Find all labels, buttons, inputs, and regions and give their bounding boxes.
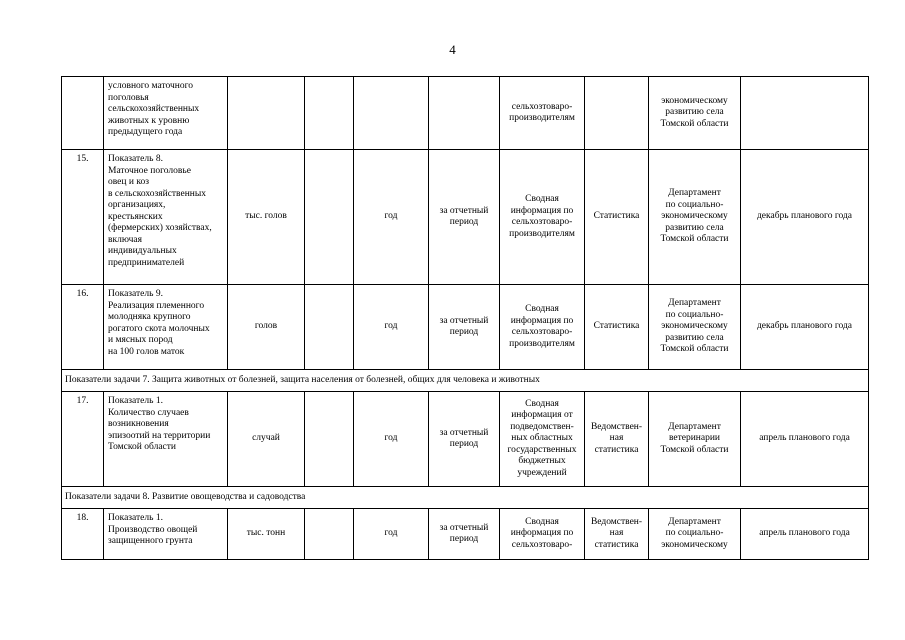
unit-cell: тыс. голов: [228, 150, 305, 285]
method-cell: Статистика: [585, 285, 649, 370]
table-row: [62, 509, 869, 560]
deadline-cell: декабрь планового года: [741, 285, 869, 370]
unit-cell: случай: [228, 392, 305, 487]
periodicity-cell: [354, 77, 429, 150]
indicator-name-cell: Показатель 1. Производство овощей защищенного грунта: [104, 509, 228, 560]
section-row: [62, 370, 869, 392]
periodicity-cell: год: [354, 509, 429, 560]
timing-cell: за отчетный период: [429, 392, 500, 487]
unit-cell: тыс. тонн: [228, 509, 305, 560]
table-row: [62, 285, 869, 370]
timing-cell: [429, 77, 500, 150]
blank-cell: [305, 150, 354, 285]
responsible-cell: Департамент по социально- экономическому развитию села Томской области: [649, 150, 741, 285]
blank-cell: [305, 285, 354, 370]
method-cell: Ведомствен- ная статистика: [585, 392, 649, 487]
method-cell: Ведомствен- ная статистика: [585, 509, 649, 560]
blank-cell: [305, 392, 354, 487]
responsible-cell: Департамент по социально- экономическому: [649, 509, 741, 560]
indicators-table: [61, 76, 869, 560]
source-cell: Сводная информация по сельхозтоваро- производителям: [500, 285, 585, 370]
deadline-cell: апрель планового года: [741, 392, 869, 487]
indicator-name-cell: условного маточного поголовья сельскохозяйственных животных к уровню предыдущего года: [104, 77, 228, 150]
unit-cell: голов: [228, 285, 305, 370]
indicator-name-cell: Показатель 1. Количество случаев возникновения эпизоотий на территории Томской области: [104, 392, 228, 487]
responsible-cell: Департамент по социально- экономическому развитию села Томской области: [649, 285, 741, 370]
source-cell: сельхозтоваро- производителям: [500, 77, 585, 150]
deadline-cell: [741, 77, 869, 150]
page-number: 4: [449, 42, 456, 57]
method-cell: [585, 77, 649, 150]
row-number-cell: 15.: [62, 150, 104, 285]
table-row: [62, 77, 869, 150]
timing-cell: за отчетный период: [429, 285, 500, 370]
responsible-cell: экономическому развитию села Томской области: [649, 77, 741, 150]
source-cell: Сводная информация от подведомствен- ных областных государственных бюджетных учреждений: [500, 392, 585, 487]
periodicity-cell: год: [354, 285, 429, 370]
blank-cell: [305, 77, 354, 150]
indicator-name-cell: Показатель 9. Реализация племенного молодняка крупного рогатого скота молочных и мясных пород на 100 голов маток: [104, 285, 228, 370]
responsible-cell: Департамент ветеринарии Томской области: [649, 392, 741, 487]
timing-cell: за отчетный период: [429, 150, 500, 285]
section-heading-task-8: Показатели задачи 8. Развитие овощеводства и садоводства: [62, 487, 869, 509]
unit-cell: [228, 77, 305, 150]
blank-cell: [305, 509, 354, 560]
table-row: [62, 392, 869, 487]
periodicity-cell: год: [354, 392, 429, 487]
source-cell: Сводная информация по сельхозтоваро-: [500, 509, 585, 560]
timing-cell: за отчетный период: [429, 509, 500, 560]
row-number-cell: 17.: [62, 392, 104, 487]
method-cell: Статистика: [585, 150, 649, 285]
source-cell: Сводная информация по сельхозтоваро- производителям: [500, 150, 585, 285]
section-row: [62, 487, 869, 509]
row-number-cell: 18.: [62, 509, 104, 560]
indicator-name-cell: Показатель 8. Маточное поголовье овец и коз в сельскохозяйственных организациях, крестьянских (фермерских) хозяйствах, включая индивидуальных предпринимателей: [104, 150, 228, 285]
row-number-cell: [62, 77, 104, 150]
periodicity-cell: год: [354, 150, 429, 285]
table-row: [62, 150, 869, 285]
section-heading-task-7: Показатели задачи 7. Защита животных от болезней, защита населения от болезней, общих для человека и животных: [62, 370, 869, 392]
row-number-cell: 16.: [62, 285, 104, 370]
deadline-cell: декабрь планового года: [741, 150, 869, 285]
deadline-cell: апрель планового года: [741, 509, 869, 560]
